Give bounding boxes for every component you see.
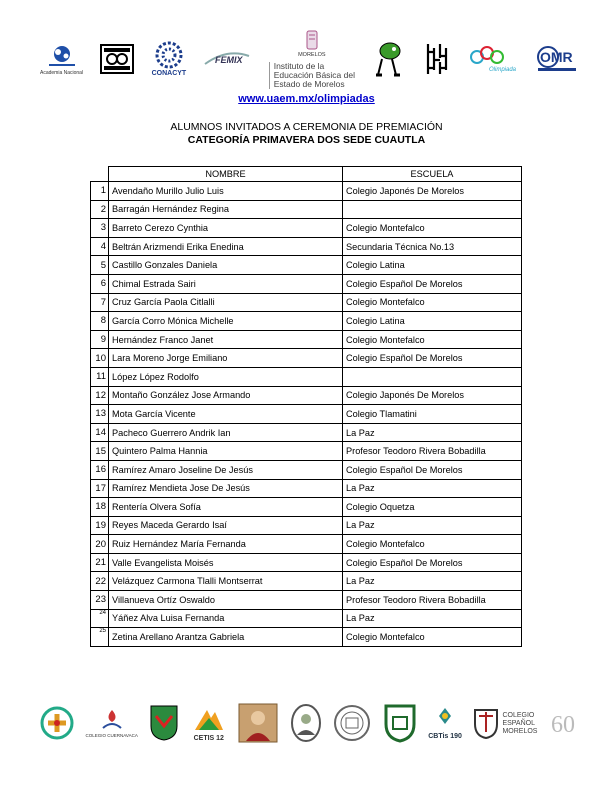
- conacyt-logo-icon: [154, 41, 184, 69]
- student-name: Avendaño Murillo Julio Luis: [109, 182, 343, 201]
- school-name: Colegio Montefalco: [343, 628, 522, 647]
- student-name: Ramírez Amaro Joseline De Jesús: [109, 460, 343, 479]
- iebem-logo-icon: [305, 29, 319, 51]
- student-name: Castillo Gonzales Daniela: [109, 256, 343, 275]
- row-number: 2: [91, 200, 109, 219]
- sixty-years-logo: [550, 708, 580, 738]
- table-row: [91, 200, 522, 219]
- school-name: Colegio Montefalco: [343, 535, 522, 554]
- student-name: Cruz García Paola Citlalli: [109, 293, 343, 312]
- row-number: 25: [91, 628, 109, 647]
- table-row: [91, 386, 522, 405]
- school-name: La Paz: [343, 572, 522, 591]
- portrait-logo-icon: [238, 703, 278, 743]
- table-row: [91, 256, 522, 275]
- conacyt-caption: CONACYT: [151, 70, 187, 77]
- school-name: Colegio Montefalco: [343, 219, 522, 238]
- row-number: 23: [91, 591, 109, 610]
- table-row: [91, 182, 522, 201]
- omr-logo-icon: [534, 44, 580, 74]
- page-title: ALUMNOS INVITADOS A CEREMONIA DE PREMIACIÓN: [170, 121, 443, 133]
- row-number: 3: [91, 219, 109, 238]
- academia-logo: [40, 43, 83, 76]
- conacyt-logo: [152, 41, 187, 77]
- table-row: [91, 274, 522, 293]
- school-name: Colegio Español De Morelos: [343, 460, 522, 479]
- table-row: [91, 628, 522, 647]
- school-name: Profesor Teodoro Rivera Bobadilla: [343, 442, 522, 461]
- school-name: La Paz: [343, 479, 522, 498]
- student-name: Chimal Estrada Sairi: [109, 274, 343, 293]
- row-number: 12: [91, 386, 109, 405]
- academia-logo-icon: [45, 43, 79, 69]
- cross-seal-logo: [40, 706, 74, 740]
- student-name: Montaño González Jose Armando: [109, 386, 343, 405]
- iebem-caption: MORELOS: [298, 52, 326, 58]
- table-header-name: NOMBRE: [109, 167, 343, 182]
- row-number: 22: [91, 572, 109, 591]
- student-name: Rentería Olvera Sofía: [109, 498, 343, 517]
- row-number: 17: [91, 479, 109, 498]
- iebem-line-3: Estado de Morelos: [273, 79, 345, 89]
- table-row: [91, 442, 522, 461]
- table-header-row: [91, 167, 522, 182]
- school-name: Colegio Latina: [343, 312, 522, 331]
- row-number: 13: [91, 405, 109, 424]
- table-header-school: ESCUELA: [343, 167, 522, 182]
- maze-logo: [424, 42, 450, 76]
- student-name: Zetina Arellano Arantza Gabriela: [109, 628, 343, 647]
- table-row: [91, 516, 522, 535]
- school-name: Colegio Tlamatini: [343, 405, 522, 424]
- student-name: García Corro Mónica Michelle: [109, 312, 343, 331]
- table-row: [91, 349, 522, 368]
- table-row: [91, 609, 522, 628]
- row-number: 20: [91, 535, 109, 554]
- table-row: [91, 330, 522, 349]
- iebem-logo: [269, 29, 355, 89]
- school-name: Colegio Español De Morelos: [343, 349, 522, 368]
- row-number: 6: [91, 274, 109, 293]
- mascot-logo-icon: [372, 39, 406, 79]
- school-name: Colegio Latina: [343, 256, 522, 275]
- table-row: [91, 312, 522, 331]
- colegio-espanol-caption: COLEGIO ESPAÑOL MORELOS: [502, 711, 538, 735]
- student-name: Ramírez Mendieta Jose De Jesús: [109, 479, 343, 498]
- olimpiada-logo-icon: [467, 43, 517, 75]
- table-row: [91, 498, 522, 517]
- school-name: Colegio Español De Morelos: [343, 274, 522, 293]
- row-number: 14: [91, 423, 109, 442]
- colegio-cuernavaca-logo-icon: [97, 708, 127, 732]
- row-number: 4: [91, 237, 109, 256]
- omr-logo: [534, 44, 580, 74]
- table-row: [91, 572, 522, 591]
- maze-logo-icon: [424, 42, 450, 76]
- table-row: [91, 553, 522, 572]
- olimpiadas-link[interactable]: www.uaem.mx/olimpiadas: [238, 93, 375, 105]
- table-row: [91, 367, 522, 386]
- cetis12-logo-icon: [191, 704, 227, 734]
- sixty-years-logo-icon: [550, 708, 580, 738]
- row-number: 21: [91, 553, 109, 572]
- school-name: La Paz: [343, 516, 522, 535]
- student-name: Barreto Cerezo Cynthia: [109, 219, 343, 238]
- shield-crest-logo-icon: [383, 703, 417, 743]
- school-name: Colegio Montefalco: [343, 330, 522, 349]
- school-name: La Paz: [343, 423, 522, 442]
- table-row: [91, 219, 522, 238]
- mascot-logo: [372, 39, 406, 79]
- uaem-logo-icon: [100, 44, 134, 74]
- school-name: Secundaria Técnica No.13: [343, 237, 522, 256]
- row-number: 19: [91, 516, 109, 535]
- student-name: Hernández Franco Janet: [109, 330, 343, 349]
- row-number: 16: [91, 460, 109, 479]
- portrait-logo: [238, 703, 278, 743]
- school-name: Profesor Teodoro Rivera Bobadilla: [343, 591, 522, 610]
- iebem-line-1: Instituto de la: [273, 61, 325, 71]
- student-name: Beltrán Arizmendi Erika Enedina: [109, 237, 343, 256]
- colegio-espanol-logo: [473, 706, 538, 740]
- table-row: [91, 237, 522, 256]
- school-name: Colegio Montefalco: [343, 293, 522, 312]
- table-row: [91, 405, 522, 424]
- svg-text:FEMIX: FEMIX: [215, 55, 243, 65]
- student-name: Velázquez Carmona Tlalli Montserrat: [109, 572, 343, 591]
- row-number: 5: [91, 256, 109, 275]
- student-name: Valle Evangelista Moisés: [109, 553, 343, 572]
- femix-logo: [203, 48, 251, 70]
- student-name: Barragán Hernández Regina: [109, 200, 343, 219]
- sixty-years-text: 60: [550, 712, 575, 738]
- school-name: [343, 367, 522, 386]
- uaem-logo: [100, 44, 134, 74]
- student-name: Pacheco Guerrero Andrik Ian: [109, 423, 343, 442]
- school-name: [343, 200, 522, 219]
- student-name: Villanueva Ortíz Oswaldo: [109, 591, 343, 610]
- round-seal-logo-icon: [333, 704, 371, 742]
- iebem-line-2: Educación Básica del: [273, 70, 355, 80]
- table-row: [91, 479, 522, 498]
- student-name: Yáñez Alva Luisa Fernanda: [109, 609, 343, 628]
- iebem-text: [269, 62, 355, 89]
- table-header-number: [91, 167, 109, 182]
- table-row: [91, 535, 522, 554]
- footer-logos: [40, 700, 580, 746]
- row-number: 11: [91, 367, 109, 386]
- shield-green-logo-icon: [149, 704, 179, 742]
- table-row: [91, 460, 522, 479]
- cbtis190-caption: CBTis 190: [428, 733, 462, 740]
- student-name: Lara Moreno Jorge Emiliano: [109, 349, 343, 368]
- colegio-espanol-logo-icon: [473, 706, 499, 740]
- row-number: 1: [91, 182, 109, 201]
- portrait-oval-logo: [290, 703, 322, 743]
- school-name: La Paz: [343, 609, 522, 628]
- femix-logo-icon: [203, 48, 251, 70]
- cetis12-logo: [191, 704, 227, 742]
- school-name: Colegio Español De Morelos: [343, 553, 522, 572]
- student-name: López López Rodolfo: [109, 367, 343, 386]
- colegio-cuernavaca-caption: COLEGIO CUERNAVACA: [85, 733, 138, 738]
- cross-seal-logo-icon: [40, 706, 74, 740]
- row-number: 7: [91, 293, 109, 312]
- row-number: 18: [91, 498, 109, 517]
- table-row: [91, 591, 522, 610]
- header-logos: [40, 36, 580, 89]
- student-name: Ruiz Hernández María Fernanda: [109, 535, 343, 554]
- round-seal-logo: [333, 704, 371, 742]
- olimpiada-logo: [467, 43, 517, 75]
- cbtis190-logo-icon: [429, 706, 461, 732]
- student-name: Mota García Vicente: [109, 405, 343, 424]
- table-row: [91, 423, 522, 442]
- cetis12-caption: CETIS 12: [193, 735, 224, 742]
- row-number: 10: [91, 349, 109, 368]
- colegio-cuernavaca-logo: [85, 708, 137, 738]
- portrait-oval-logo-icon: [290, 703, 322, 743]
- row-number: 8: [91, 312, 109, 331]
- page-subtitle: CATEGORÍA PRIMAVERA DOS SEDE CUAUTLA: [187, 134, 426, 146]
- students-table: [90, 166, 522, 647]
- row-number: 15: [91, 442, 109, 461]
- row-number: 24: [91, 609, 109, 628]
- academia-caption: Academia Nacional: [40, 69, 84, 76]
- svg-text:OMR: OMR: [540, 49, 573, 65]
- shield-green-logo: [149, 704, 179, 742]
- cbtis190-logo: [428, 706, 462, 740]
- shield-crest-logo: [383, 703, 417, 743]
- row-number: 9: [91, 330, 109, 349]
- svg-text:Olimpiada: Olimpiada: [488, 67, 516, 73]
- table-row: [91, 293, 522, 312]
- table-body: [91, 182, 522, 647]
- school-name: Colegio Japonés De Morelos: [343, 182, 522, 201]
- school-name: Colegio Japonés De Morelos: [343, 386, 522, 405]
- student-name: Reyes Maceda Gerardo Isaí: [109, 516, 343, 535]
- school-name: Colegio Oquetza: [343, 498, 522, 517]
- student-name: Quintero Palma Hannia: [109, 442, 343, 461]
